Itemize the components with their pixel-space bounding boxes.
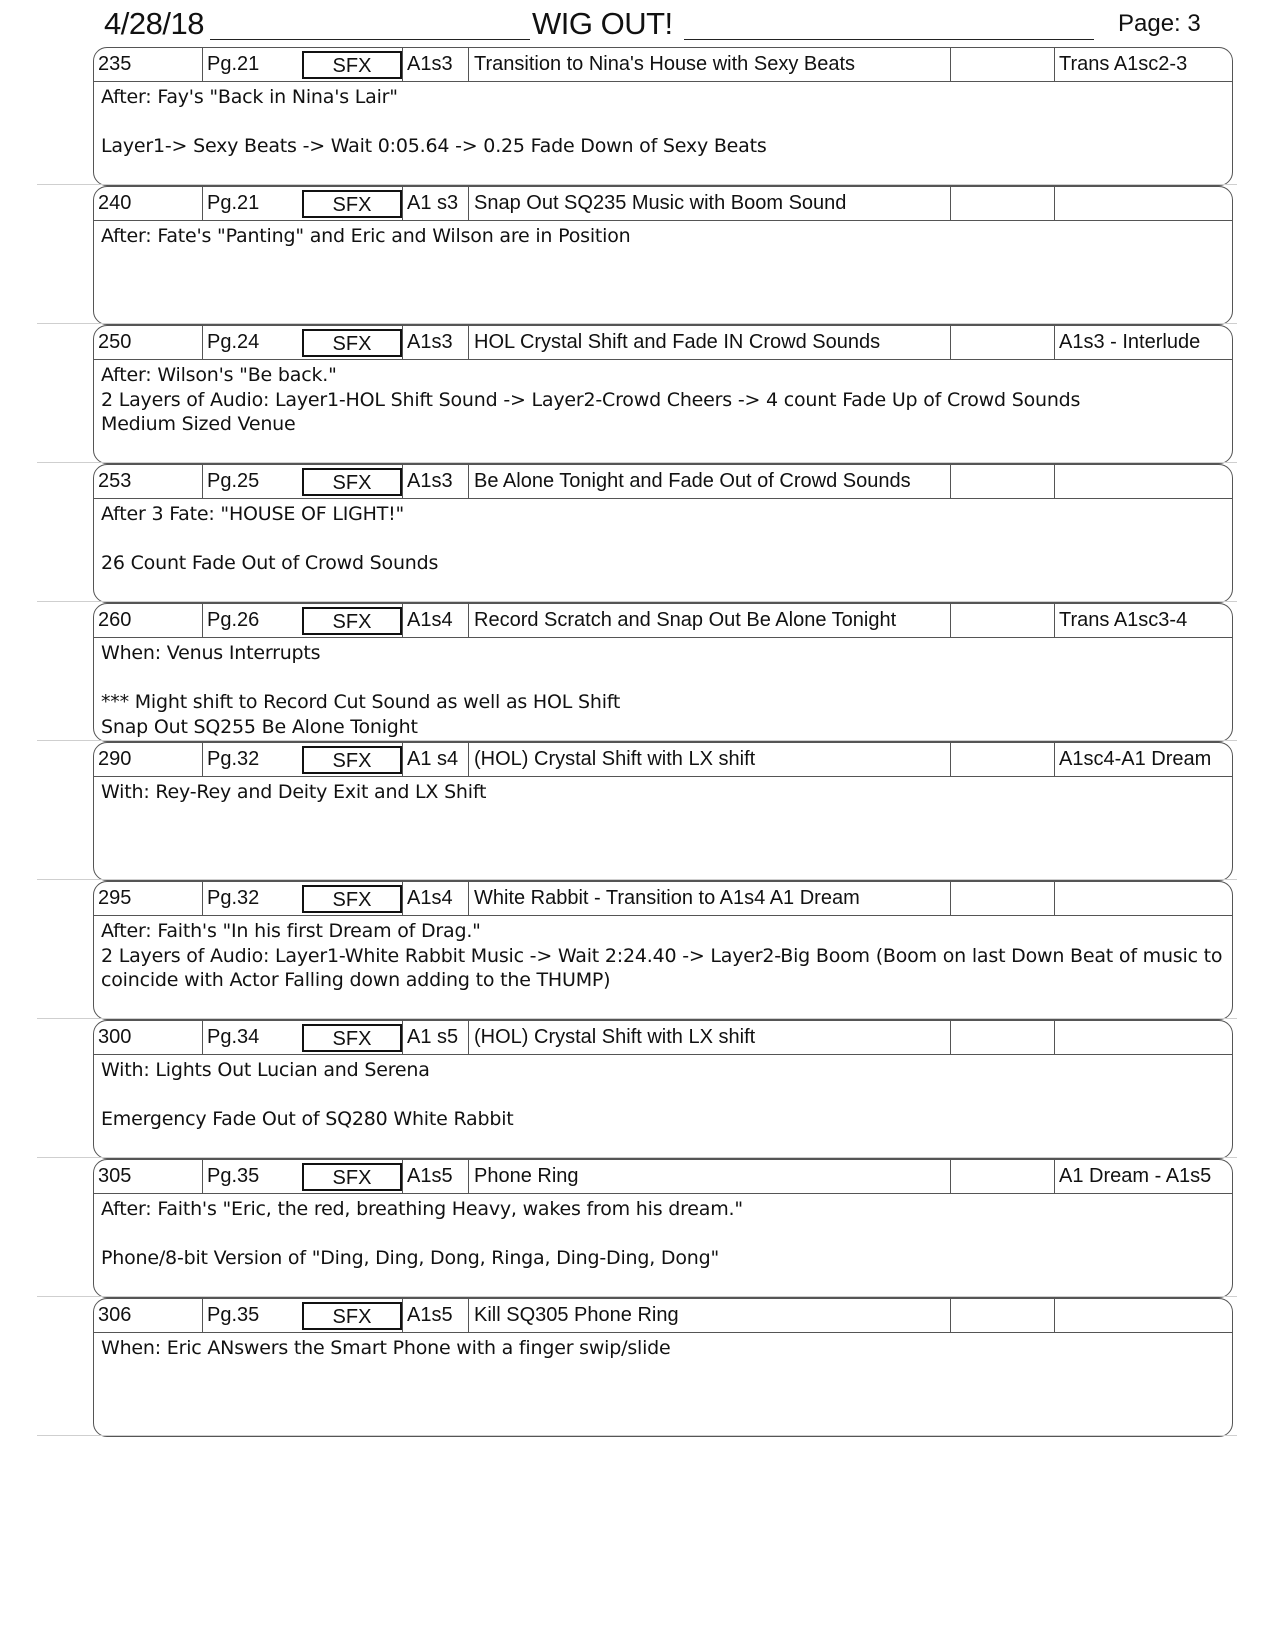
cue-type-box: SFX — [302, 1302, 402, 1330]
cue-extra — [950, 1021, 1054, 1054]
cue-type-box: SFX — [302, 468, 402, 496]
cue-card — [93, 325, 1233, 464]
cue-notes: After: Wilson's "Be back." 2 Layers of Audio: Layer1-HOL Shift Sound -> Layer2-Crowd Cheers -> 4 count Fade Up of Crowd Sounds Medium Sized Venue — [101, 364, 1081, 435]
cue-type-box: SFX — [302, 885, 402, 913]
cue-header-row — [94, 187, 1232, 221]
cue-separator — [37, 601, 1237, 602]
cue-separator — [37, 1018, 1237, 1019]
cue-header-row — [94, 604, 1232, 638]
cue-type-box: SFX — [302, 1163, 402, 1191]
cue-card — [93, 603, 1233, 742]
cue-description: Kill SQ305 Phone Ring — [468, 1299, 950, 1332]
cue-scene: A1s3 — [402, 326, 468, 359]
cue-card — [93, 1298, 1233, 1437]
cue-transition — [1054, 882, 1233, 915]
cue-separator — [37, 184, 1237, 185]
cue-page: Pg.24 — [202, 326, 302, 359]
cue-notes: After 3 Fate: "HOUSE OF LIGHT!" 26 Count Fade Out of Crowd Sounds — [101, 503, 439, 574]
cue-page: Pg.34 — [202, 1021, 302, 1054]
cue-scene: A1s5 — [402, 1299, 468, 1332]
cue-page: Pg.35 — [202, 1299, 302, 1332]
cue-number: 290 — [98, 748, 132, 770]
cue-notes: With: Lights Out Lucian and Serena Emergency Fade Out of SQ280 White Rabbit — [101, 1059, 514, 1130]
cue-description: Record Scratch and Snap Out Be Alone Tonight — [468, 604, 950, 637]
cue-scene: A1 s5 — [402, 1021, 468, 1054]
cue-separator — [37, 1296, 1237, 1297]
cue-number: 260 — [98, 609, 132, 631]
page-header — [0, 0, 1275, 48]
cue-type-box: SFX — [302, 51, 402, 79]
cue-card — [93, 742, 1233, 881]
cue-extra — [950, 187, 1054, 220]
cue-description: Snap Out SQ235 Music with Boom Sound — [468, 187, 950, 220]
cue-number: 240 — [98, 192, 132, 214]
cue-notes: After: Faith's "Eric, the red, breathing Heavy, wakes from his dream." Phone/8-bit Version of "Ding, Ding, Dong, Ringa, Ding-Ding, Dong" — [101, 1198, 743, 1269]
cue-extra — [950, 326, 1054, 359]
cue-scene: A1s5 — [402, 1160, 468, 1193]
cue-extra — [950, 1299, 1054, 1332]
cue-notes: With: Rey-Rey and Deity Exit and LX Shift — [101, 781, 487, 803]
cue-type-box: SFX — [302, 1024, 402, 1052]
cue-separator — [37, 740, 1237, 741]
header-title: WIG OUT! — [532, 6, 673, 41]
cue-number: 306 — [98, 1304, 132, 1326]
cue-notes: When: Eric ANswers the Smart Phone with a finger swip/slide — [101, 1337, 671, 1359]
cue-card — [93, 464, 1233, 603]
cue-description: (HOL) Crystal Shift with LX shift — [468, 1021, 950, 1054]
cue-description: White Rabbit - Transition to A1s4 A1 Dream — [468, 882, 950, 915]
cue-transition — [1054, 1021, 1233, 1054]
cue-transition — [1054, 187, 1233, 220]
cue-separator — [37, 879, 1237, 880]
cue-notes: After: Fate's "Panting" and Eric and Wilson are in Position — [101, 225, 631, 247]
cue-description: Transition to Nina's House with Sexy Beats — [468, 48, 950, 81]
cue-extra — [950, 604, 1054, 637]
cue-extra — [950, 743, 1054, 776]
cue-card — [93, 1159, 1233, 1298]
cue-number: 253 — [98, 470, 132, 492]
cue-header-row — [94, 882, 1232, 916]
cue-description: (HOL) Crystal Shift with LX shift — [468, 743, 950, 776]
cue-transition: A1 Dream - A1s5 — [1054, 1160, 1233, 1193]
cue-header-row — [94, 326, 1232, 360]
cue-scene: A1s4 — [402, 882, 468, 915]
header-date: 4/28/18 — [104, 6, 204, 41]
cue-page: Pg.25 — [202, 465, 302, 498]
cue-number: 250 — [98, 331, 132, 353]
cue-notes: When: Venus Interrupts *** Might shift to Record Cut Sound as well as HOL Shift Snap Out SQ255 Be Alone Tonight — [101, 642, 621, 738]
cue-page: Pg.32 — [202, 882, 302, 915]
cue-page: Pg.26 — [202, 604, 302, 637]
cue-header-row — [94, 743, 1232, 777]
cue-card — [93, 1020, 1233, 1159]
cue-page: Pg.21 — [202, 187, 302, 220]
cue-extra — [950, 48, 1054, 81]
cue-number: 305 — [98, 1165, 132, 1187]
cue-type-box: SFX — [302, 746, 402, 774]
cue-type-box: SFX — [302, 329, 402, 357]
cue-card — [93, 186, 1233, 325]
cue-scene: A1s3 — [402, 465, 468, 498]
header-page-number: Page: 3 — [1118, 10, 1201, 37]
cue-extra — [950, 465, 1054, 498]
cue-header-row — [94, 1299, 1232, 1333]
header-underline — [684, 39, 1094, 40]
cue-separator — [37, 462, 1237, 463]
cue-header-row — [94, 1160, 1232, 1194]
cue-header-row — [94, 1021, 1232, 1055]
cue-type-box: SFX — [302, 607, 402, 635]
cue-transition: A1s3 - Interlude — [1054, 326, 1233, 359]
cue-scene: A1s4 — [402, 604, 468, 637]
cue-header-row — [94, 465, 1232, 499]
cue-description: HOL Crystal Shift and Fade IN Crowd Sounds — [468, 326, 950, 359]
cue-extra — [950, 882, 1054, 915]
cue-scene: A1 s3 — [402, 187, 468, 220]
cue-transition: Trans A1sc3-4 — [1054, 604, 1233, 637]
cue-header-row — [94, 48, 1232, 82]
cue-notes: After: Faith's "In his first Dream of Drag." 2 Layers of Audio: Layer1-White Rabbit Music -> Wait 2:24.40 -> Layer2-Big Boom (Boom on last Down Beat of music to coincide with Actor Falling down adding to the THUMP) — [101, 920, 1223, 991]
cue-scene: A1 s4 — [402, 743, 468, 776]
cue-separator — [37, 1157, 1237, 1158]
cue-separator — [37, 1435, 1237, 1436]
cue-type-box: SFX — [302, 190, 402, 218]
cue-card — [93, 47, 1233, 186]
cue-extra — [950, 1160, 1054, 1193]
header-underline — [210, 39, 530, 40]
cue-number: 300 — [98, 1026, 132, 1048]
cue-card — [93, 881, 1233, 1020]
cue-description: Phone Ring — [468, 1160, 950, 1193]
cue-number: 235 — [98, 53, 132, 75]
cue-notes: After: Fay's "Back in Nina's Lair" Layer1-> Sexy Beats -> Wait 0:05.64 -> 0.25 Fade Down of Sexy Beats — [101, 86, 767, 157]
cue-description: Be Alone Tonight and Fade Out of Crowd Sounds — [468, 465, 950, 498]
cue-number: 295 — [98, 887, 132, 909]
cue-page: Pg.32 — [202, 743, 302, 776]
cue-page: Pg.35 — [202, 1160, 302, 1193]
cue-separator — [37, 323, 1237, 324]
cue-page: Pg.21 — [202, 48, 302, 81]
cue-transition — [1054, 1299, 1233, 1332]
cue-transition: A1sc4-A1 Dream — [1054, 743, 1233, 776]
cue-transition: Trans A1sc2-3 — [1054, 48, 1233, 81]
cue-scene: A1s3 — [402, 48, 468, 81]
cue-transition — [1054, 465, 1233, 498]
